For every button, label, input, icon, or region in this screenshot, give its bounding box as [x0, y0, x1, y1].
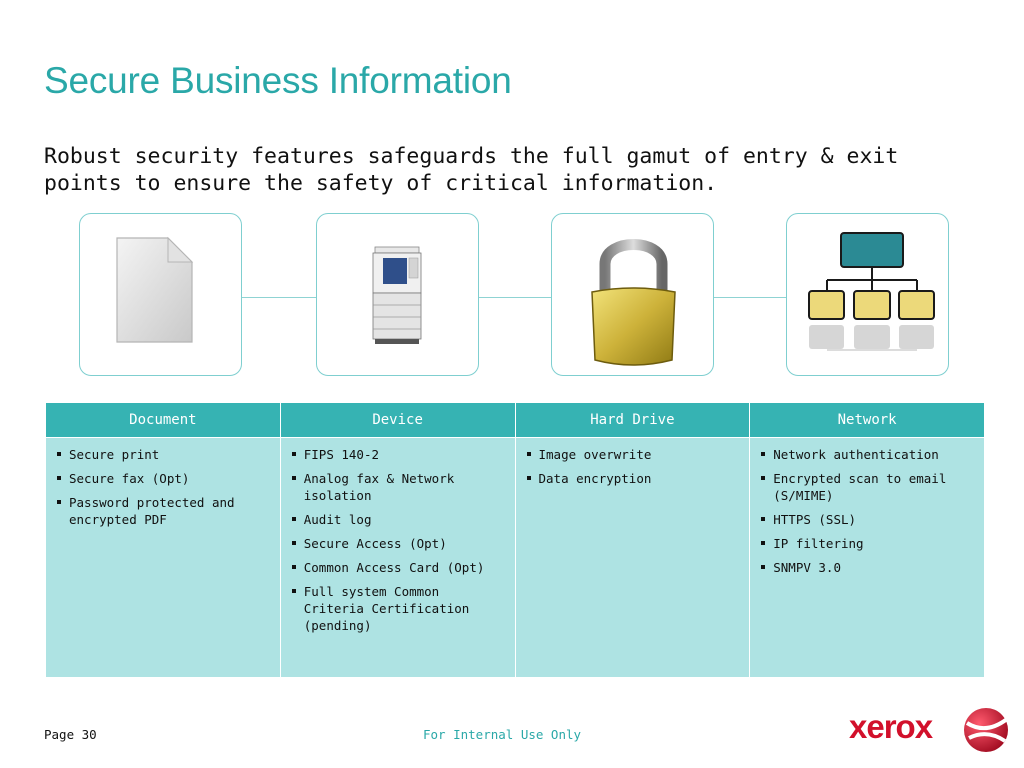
printer-device-icon	[317, 214, 480, 377]
table-row	[46, 438, 985, 678]
list-item: Secure print	[56, 446, 272, 463]
xerox-sphere-icon	[961, 705, 1011, 755]
padlock-icon	[552, 214, 715, 377]
list-item: Full system Common Criteria Certification (pending)	[291, 583, 507, 634]
list-item: Data encryption	[526, 470, 742, 487]
list-item: Secure Access (Opt)	[291, 535, 507, 552]
document-icon	[80, 214, 243, 377]
column-header-document: Document	[46, 403, 281, 438]
connector-line	[479, 297, 551, 298]
table-header-row	[46, 403, 985, 438]
internal-use-label: For Internal Use Only	[423, 727, 582, 742]
connector-line	[714, 297, 786, 298]
page-number: Page 30	[44, 727, 97, 742]
list-item: FIPS 140-2	[291, 446, 507, 463]
list-item: SNMPV 3.0	[760, 559, 976, 576]
list-item: Analog fax & Network isolation	[291, 470, 507, 504]
network-icon-box	[786, 213, 949, 376]
list-item: Password protected and encrypted PDF	[56, 494, 272, 528]
device-features-cell	[280, 438, 515, 678]
list-item: Encrypted scan to email (S/MIME)	[760, 470, 976, 504]
list-item: HTTPS (SSL)	[760, 511, 976, 528]
document-feature-list	[56, 446, 272, 528]
slide-title: Secure Business Information	[44, 60, 512, 101]
network-hierarchy-icon	[787, 214, 950, 377]
device-feature-list	[291, 446, 507, 634]
connector-line	[242, 297, 316, 298]
slide-subtitle: Robust security features safeguards the full gamut of entry & exit points to ensure the safety of critical information.	[44, 144, 899, 196]
hard-drive-features-cell	[515, 438, 750, 678]
list-item: Audit log	[291, 511, 507, 528]
features-table	[45, 402, 985, 678]
hard-drive-feature-list	[526, 446, 742, 487]
network-feature-list	[760, 446, 976, 576]
list-item: Secure fax (Opt)	[56, 470, 272, 487]
hard-drive-icon-box	[551, 213, 714, 376]
list-item: IP filtering	[760, 535, 976, 552]
list-item: Network authentication	[760, 446, 976, 463]
column-header-device: Device	[280, 403, 515, 438]
document-features-cell	[46, 438, 281, 678]
network-features-cell	[750, 438, 985, 678]
document-icon-box	[79, 213, 242, 376]
xerox-wordmark: xerox	[849, 708, 933, 745]
list-item: Common Access Card (Opt)	[291, 559, 507, 576]
column-header-network: Network	[750, 403, 985, 438]
xerox-logo	[849, 704, 1011, 756]
device-icon-box	[316, 213, 479, 376]
column-header-hard-drive: Hard Drive	[515, 403, 750, 438]
list-item: Image overwrite	[526, 446, 742, 463]
